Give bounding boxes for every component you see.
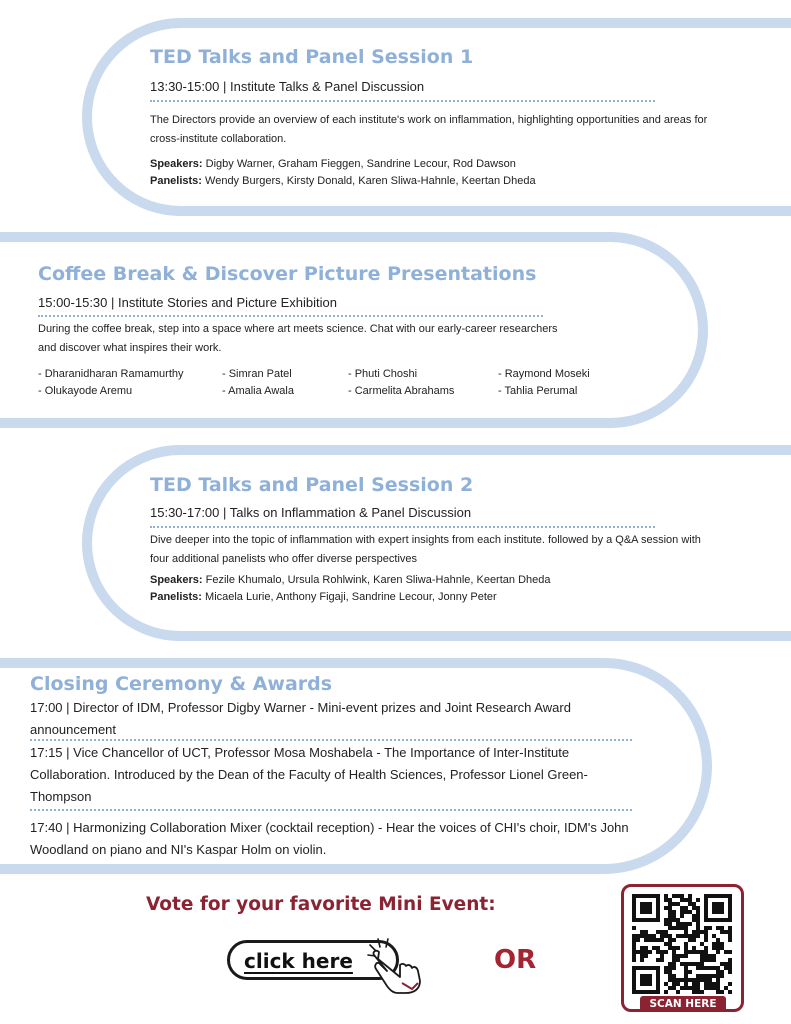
speakers-label: Speakers: [150, 158, 203, 170]
speakers-label: Speakers: [150, 574, 203, 586]
panelists-label: Panelists: [150, 175, 202, 187]
coffee-title: Coffee Break & Discover Picture Presentations [38, 263, 537, 285]
panelists-list: Micaela Lurie, Anthony Figaji, Sandrine Lecour, Jonny Peter [201, 591, 497, 603]
coffee-time: 15:00-15:30 | Institute Stories and Picture Exhibition [38, 295, 337, 310]
session1-description: The Directors provide an overview of each institute's work on inflammation, highlighting opportunities and areas for cross-institute collaboration. [150, 114, 708, 145]
closing-divider [30, 739, 632, 741]
coffee-description: During the coffee break, step into a space where art meets science. Chat with our early-career researchers and discover what inspires their work. [38, 323, 558, 354]
session1-time: 13:30-15:00 | Institute Talks & Panel Discussion [150, 79, 425, 94]
session2-title: TED Talks and Panel Session 2 [150, 474, 474, 496]
presenter-name: - Amalia Awala [222, 385, 294, 397]
closing-item-1740: 17:40 | Harmonizing Collaboration Mixer (cocktail reception) - Hear the voices of CHI's choir, IDM's John Woodland on piano and NI's Kaspar Holm on violin. [30, 820, 629, 857]
presenter-name: - Carmelita Abrahams [348, 385, 455, 397]
panelists-label: Panelists: [150, 591, 202, 603]
presenter-name: - Dharanidharan Ramamurthy [38, 368, 184, 380]
presenter-name: - Simran Patel [222, 368, 292, 380]
session1-divider [150, 100, 655, 102]
vote-heading: Vote for your favorite Mini Event: [146, 894, 496, 915]
presenter-names [38, 366, 638, 402]
panelists-list: Wendy Burgers, Kirsty Donald, Karen Sliwa-Hahnle, Keertan Dheda [201, 175, 536, 187]
session2-speakers [150, 572, 551, 589]
session2-time: 15:30-17:00 | Talks on Inflammation & Panel Discussion [150, 505, 472, 520]
closing-item-1715: 17:15 | Vice Chancellor of UCT, Professor Mosa Moshabela - The Importance of Inter-Institute Collaboration. Introduced by the Dean of the Faculty of Health Sciences, Professor Lionel Green-Thompson [30, 745, 588, 804]
speakers-list: Digby Warner, Graham Fieggen, Sandrine Lecour, Rod Dawson [202, 158, 516, 170]
qr-code[interactable] [632, 894, 733, 995]
session1-speakers [150, 156, 516, 173]
click-here-label: click here [244, 949, 353, 973]
speakers-list: Fezile Khumalo, Ursula Rohlwink, Karen Sliwa-Hahnle, Keertan Dheda [202, 574, 551, 586]
session2-divider [150, 526, 655, 528]
presenter-name: - Tahlia Perumal [498, 385, 578, 397]
presenter-name: - Phuti Choshi [348, 368, 418, 380]
session2-description: Dive deeper into the topic of inflammation with expert insights from each institute. followed by a Q&A session with four additional panelists who offer diverse perspectives [150, 534, 701, 565]
session1-title: TED Talks and Panel Session 1 [150, 46, 474, 68]
scan-here-label: SCAN HERE [640, 996, 726, 1012]
presenter-name: - Olukayode Aremu [38, 385, 133, 397]
closing-title: Closing Ceremony & Awards [30, 673, 333, 695]
pointing-hand-icon [360, 933, 430, 995]
closing-item-1700: 17:00 | Director of IDM, Professor Digby Warner - Mini-event prizes and Joint Research Award announcement [30, 700, 571, 737]
session2-panelists [150, 589, 497, 606]
closing-divider [30, 809, 632, 811]
presenter-name: - Raymond Moseki [498, 368, 590, 380]
session1-panelists [150, 173, 536, 190]
coffee-divider [38, 315, 543, 317]
or-label: OR [494, 945, 537, 975]
